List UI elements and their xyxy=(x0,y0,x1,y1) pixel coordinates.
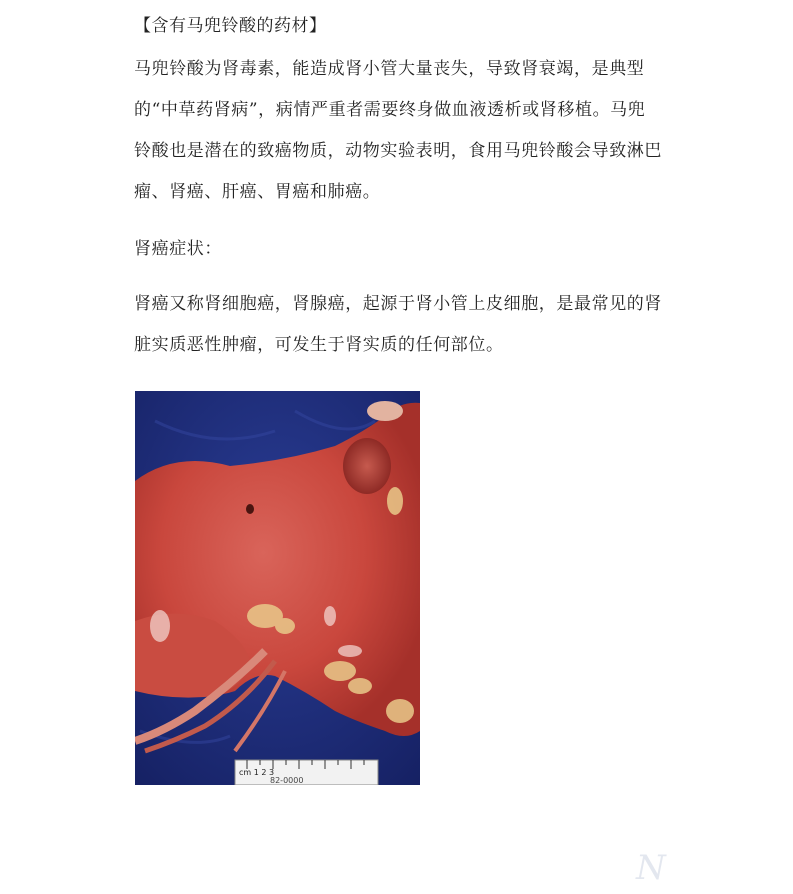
ruler-label-text: 82-0000 xyxy=(270,776,304,785)
ruler-scale-text: cm 1 2 3 xyxy=(239,768,275,777)
kidney-tumor-photo xyxy=(135,391,420,785)
paragraph-aristolochic-acid: 马兜铃酸为肾毒素，能造成肾小管大量丧失，导致肾衰竭，是典型的“中草药肾病”，病情严重者需要终身做血液透析或肾移植。马兜铃酸也是潜在的致癌物质，动物实验表明，食用马兜铃酸会导致淋巴瘤、肾癌、肝癌、胃癌和肺癌。 xyxy=(134,59,662,202)
paragraph-kidney-cancer: 肾癌又称肾细胞癌，肾腺癌，起源于肾小管上皮细胞，是最常见的肾脏实质恶性肿瘤，可发生于肾实质的任何部位。 xyxy=(134,294,662,355)
watermark-logo: N xyxy=(636,848,666,888)
subheading-kidney-cancer-symptoms: 肾癌症状： xyxy=(134,239,222,259)
section-heading: 【含有马兜铃酸的药材】 xyxy=(134,16,327,36)
